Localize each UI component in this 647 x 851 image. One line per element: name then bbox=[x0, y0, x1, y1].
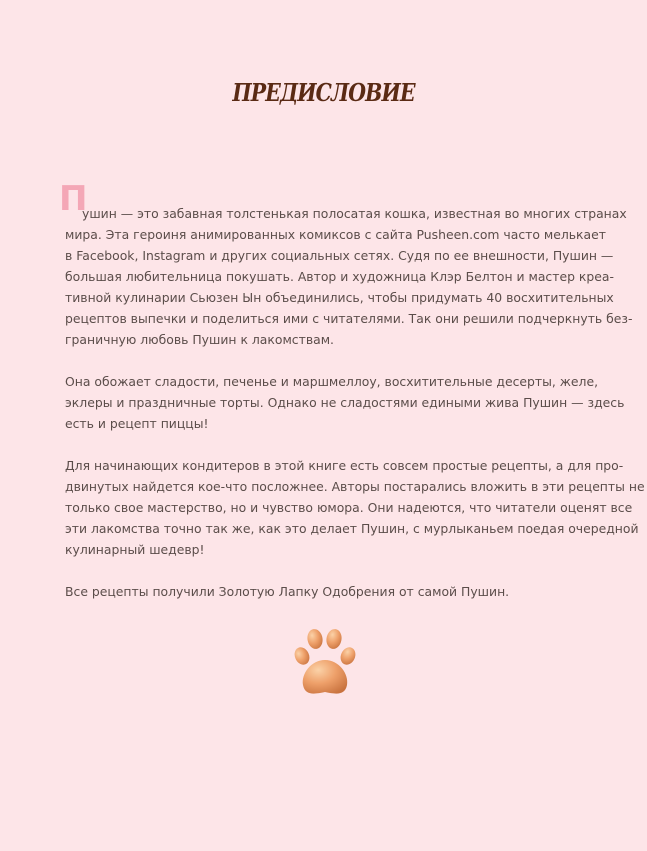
text-line: большая любительница покушать. Автор и художница Клэр Белтон и мастер креа- bbox=[65, 269, 614, 284]
text-line: ушин — это забавная толстенькая полосатая кошка, известная во многих странах bbox=[82, 206, 627, 221]
text-line: только свое мастерство, но и чувство юмора. Они надеются, что читатели оценят все bbox=[65, 500, 633, 515]
text-line: есть и рецепт пиццы! bbox=[65, 416, 209, 431]
paragraph bbox=[65, 203, 633, 350]
text-line: Для начинающих кондитеров в этой книге есть совсем простые рецепты, а для про- bbox=[65, 458, 624, 473]
page-title: ПРЕДИСЛОВИЕ bbox=[232, 78, 415, 107]
text-line: граничную любовь Пушин к лакомствам. bbox=[65, 332, 335, 347]
paw-print-icon bbox=[293, 628, 359, 704]
text-line: эклеры и праздничные торты. Однако не сладостями едиными жива Пушин — здесь bbox=[65, 395, 625, 410]
text-line: в Facebook, Instagram и других социальных сетях. Судя по ее внешности, Пушин — bbox=[65, 248, 614, 263]
text-line: кулинарный шедевр! bbox=[65, 542, 205, 557]
paragraph bbox=[65, 581, 575, 602]
text-line: рецептов выпечки и поделиться ими с читателями. Так они решили подчеркнуть без- bbox=[65, 311, 633, 326]
preface-text bbox=[59, 179, 645, 623]
text-line: мира. Эта героиня анимированных комиксов с сайта Pusheen.com часто мелькает bbox=[65, 227, 606, 242]
text-line: Она обожает сладости, печенье и маршмеллоу, восхитительные десерты, желе, bbox=[65, 374, 599, 389]
text-line: эти лакомства точно так же, как это делает Пушин, с мурлыканьем поедая очередной bbox=[65, 521, 639, 536]
text-line: Все рецепты получили Золотую Лапку Одобрения от самой Пушин. bbox=[65, 584, 510, 599]
text-line: тивной кулинарии Сьюзен Ын объединились, чтобы придумать 40 восхитительных bbox=[65, 290, 614, 305]
text-line: двинутых найдется кое-что посложнее. Авторы постарались вложить в эти рецепты не bbox=[65, 479, 645, 494]
paragraph bbox=[65, 455, 645, 560]
paragraph bbox=[65, 371, 625, 434]
drop-cap: П bbox=[59, 179, 88, 219]
